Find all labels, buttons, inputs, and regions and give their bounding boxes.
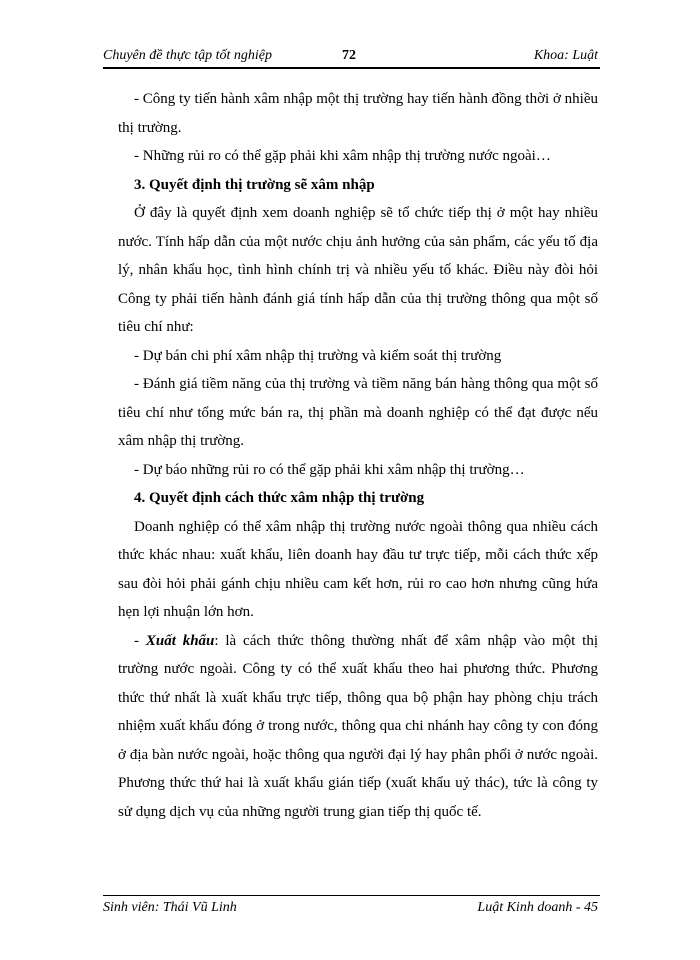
header-page-number: 72 — [342, 48, 356, 63]
heading-section-3: 3. Quyết định thị trường sẽ xâm nhập — [134, 176, 375, 193]
footer-student: Sinh viên: Thái Vũ Linh — [103, 900, 237, 915]
footer-rule — [103, 895, 600, 896]
paragraph-cost-forecast: - Dự bán chi phí xâm nhập thị trường và kiểm soát thị trường — [134, 347, 502, 364]
header-faculty: Khoa: Luật — [533, 48, 598, 63]
header-document-title: Chuyên đề thực tập tốt nghiệp — [103, 48, 272, 63]
header-rule — [103, 67, 600, 69]
page-header — [103, 44, 598, 68]
paragraph-market-attractiveness: Ở đây là quyết định xem doanh nghiệp sẽ tổ chức tiếp thị ở một hay nhiều nước. Tính hấp dẫn của một nước chịu ảnh hưởng của sản phẩm, các yếu tố địa lý, nhân khẩu học, tình hình chính trị và nhiều yếu tố khác. Điều này đòi hỏi Công ty phải tiến hành đánh giá tính hấp dẫn của thị trường thông qua một số tiêu chí như: — [118, 205, 598, 335]
paragraph-entry-methods: Doanh nghiệp có thể xâm nhập thị trường nước ngoài thông qua nhiều cách thức khác nhau: xuất khẩu, liên doanh hay đầu tư trực tiếp, mỗi cách thức xếp sau đòi hỏi phải gánh chịu nhiều cam kết hơn, rủi ro cao hơn nhưng cũng hứa hẹn lợi nhuận lớn hơn. — [118, 518, 598, 620]
export-description: : là cách thức thông thường nhất để xâm nhập vào một thị trường nước ngoài. Công ty có thể xuất khẩu theo hai phương thức. Phương thức thứ nhất là xuất khẩu trực tiếp, thông qua bộ phận hay phòng chịu trách nhiệm xuất khẩu đóng ở trong nước, thông qua chi nhánh hay công ty con đóng ở địa bàn nước ngoài, hoặc thông qua người đại lý hay phân phối ở nước ngoài. Phương thức thứ hai là xuất khẩu gián tiếp (xuất khẩu uỷ thác), tức là công ty sử dụng dịch vụ của những người trung gian tiếp thị quốc tế. — [118, 632, 599, 820]
paragraph-risk-forecast: - Dự báo những rủi ro có thể gặp phải khi xâm nhập thị trường… — [134, 461, 525, 478]
paragraph-market-potential: - Đánh giá tiềm năng của thị trường và tiềm năng bán hàng thông qua một số tiêu chí như tổng mức bán ra, thị phần mà doanh nghiệp có thể đạt được nếu xâm nhập thị trường. — [118, 376, 598, 449]
paragraph-foreign-market-risks: - Những rủi ro có thể gặp phải khi xâm nhập thị trường nước ngoài… — [134, 148, 551, 164]
heading-section-4: 4. Quyết định cách thức xâm nhập thị trường — [134, 490, 425, 506]
paragraph-export — [118, 627, 598, 827]
page-footer — [103, 898, 598, 920]
export-dash: - — [134, 632, 146, 649]
page-content — [118, 85, 598, 826]
paragraph-market-entry-scope: - Công ty tiến hành xâm nhập một thị trường hay tiến hành đồng thời ở nhiều thị trường. — [118, 91, 598, 136]
export-term: Xuất khẩu — [145, 632, 215, 649]
footer-course: Luật Kinh doanh - 45 — [477, 900, 598, 915]
